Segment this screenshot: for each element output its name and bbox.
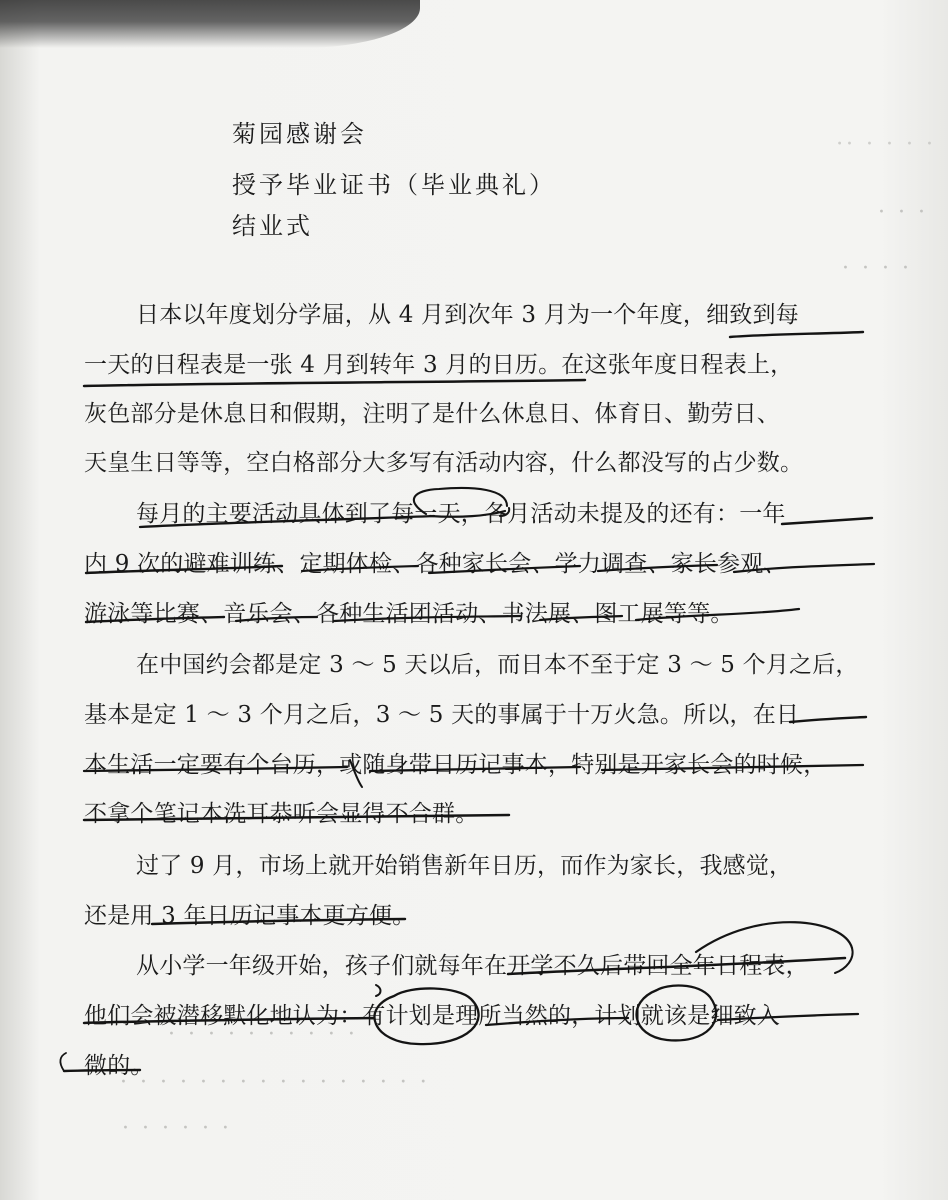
body-line: 微的。 (84, 1053, 154, 1079)
bleed-through-text: ·· · · · · (836, 132, 936, 157)
body-line: 他们会被潜移默化地认为：有计划是理所当然的，计划就该是细致入 (84, 1003, 780, 1029)
bleed-through-text: · · · (878, 200, 928, 225)
body-line: 内 9 次的避难训练、定期体检、各种家长会、学力调查、家长参观、 (84, 551, 787, 577)
body-line: 基本是定 1 ～ 3 个月之后，3 ～ 5 天的事属于十万火急。所以，在日 (84, 702, 800, 728)
body-line: 在中国约会都是定 3 ～ 5 天以后，而日本不至于定 3 ～ 5 个月之后， (136, 652, 859, 678)
body-line: 游泳等比赛、音乐会、各种生活团活动、书法展、图工展等等。 (84, 601, 734, 627)
body-line: 本生活一定要有个台历，或随身带日历记事本，特别是开家长会的时候， (84, 752, 827, 778)
bleed-through-text: · · · · · · (122, 1116, 232, 1141)
page-top-shadow (0, 0, 420, 48)
bleed-through-text: · · · · (842, 256, 912, 281)
body-line: 一天的日程表是一张 4 月到转年 3 月的日历。在这张年度日程表上， (84, 352, 794, 378)
body-line: 日本以年度划分学届，从 4 月到次年 3 月为一个年度，细致到每 (136, 302, 799, 328)
body-line: 不拿个笔记本洗耳恭听会显得不合群。 (84, 801, 479, 827)
body-line: 过了 9 月，市场上就开始销售新年日历，而作为家长，我感觉， (136, 853, 793, 879)
bleed-through-text: · · · · · · · · · · · · · · · · (120, 1070, 430, 1095)
body-line: 灰色部分是休息日和假期，注明了是什么休息日、体育日、勤劳日、 (84, 401, 780, 427)
body-line: 从小学一年级开始，孩子们就每年在开学不久后带回全年日程表， (136, 953, 809, 979)
heading-line: 菊园感谢会 (232, 120, 367, 148)
bleed-through-text: · · · · · · · · · · (168, 1022, 358, 1047)
heading-line: 结业式 (232, 212, 313, 240)
heading-line: 授予毕业证书（毕业典礼） (232, 171, 556, 199)
body-line: 每月的主要活动具体到了每一天，各月活动未提及的还有：一年 (136, 501, 786, 527)
body-line: 天皇生日等等，空白格部分大多写有活动内容，什么都没写的占少数。 (84, 450, 804, 476)
body-line: 还是用 3 年日历记事本更方便。 (84, 903, 416, 929)
